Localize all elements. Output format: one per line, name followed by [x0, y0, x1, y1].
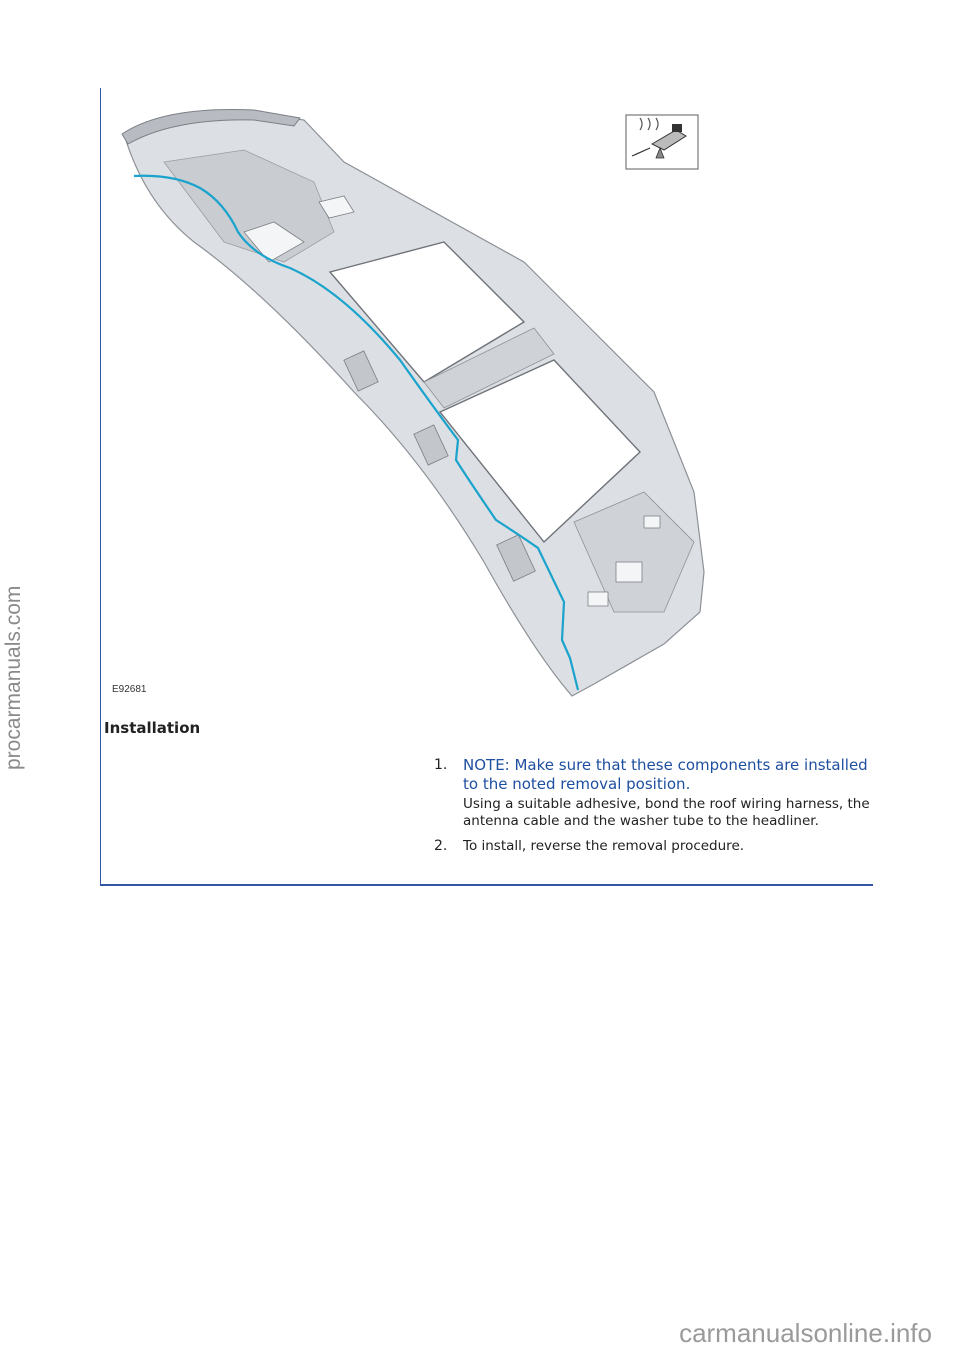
step-1 [434, 756, 874, 830]
section-heading-installation: Installation [104, 719, 201, 737]
step-text: Using a suitable adhesive, bond the roof wiring harness, the antenna cable and the washer tube to the headliner. [463, 796, 870, 829]
bottom-border-rule [100, 884, 873, 886]
installation-steps [434, 756, 874, 862]
headliner-illustration [104, 92, 844, 704]
side-watermark: procarmanuals.com [2, 585, 25, 770]
figure-id-label: E92681 [112, 684, 147, 695]
step-text: To install, reverse the removal procedure. [463, 838, 745, 854]
glue-gun-icon [626, 115, 698, 169]
footer-watermark: carmanualsonline.info [679, 1318, 932, 1348]
step-note: NOTE: Make sure that these components are installed to the noted removal position. [463, 756, 868, 793]
step-2 [434, 837, 874, 855]
step-number: 2. [434, 838, 448, 854]
step-number: 1. [434, 757, 448, 773]
left-border-rule [100, 88, 101, 885]
